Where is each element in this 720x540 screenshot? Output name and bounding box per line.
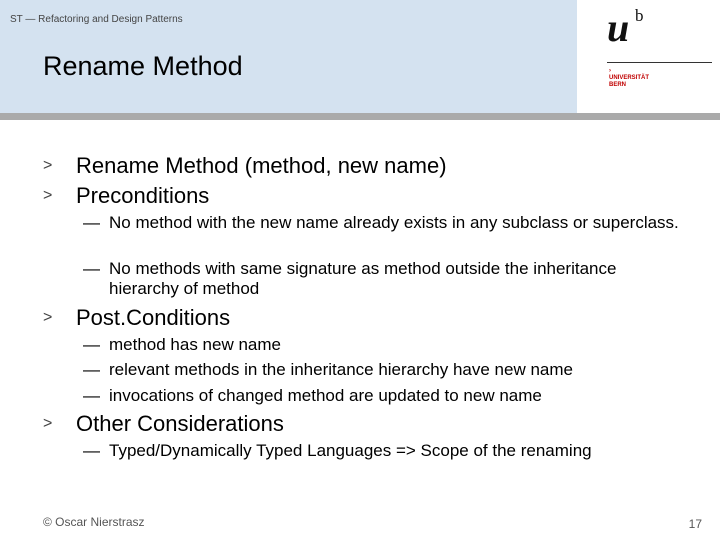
header-divider <box>0 113 720 120</box>
bullet-marker: > <box>43 309 53 326</box>
bullet-marker: > <box>43 415 53 432</box>
sub-bullet-text: Typed/Dynamically Typed Languages => Scope of the renaming <box>109 441 592 460</box>
sub-bullet-text: invocations of changed method are updated to new name <box>109 386 542 405</box>
bullet-text: Other Considerations <box>76 411 284 436</box>
bullet-marker: > <box>43 187 53 204</box>
logo-line-1: UNIVERSITÄT <box>609 75 650 81</box>
logo-area <box>577 0 720 113</box>
sub-bullet-text: method has new name <box>109 335 281 354</box>
logo-marker: › <box>609 68 611 74</box>
dash-marker: — <box>83 335 100 354</box>
dash-marker: — <box>83 360 100 379</box>
sub-bullet-text: relevant methods in the inheritance hierarchy have new name <box>109 360 573 379</box>
sub-bullet-text: No methods with same signature as method outside the inheritance hierarchy of method <box>109 259 617 298</box>
sub-bullet-text: No method with the new name already exists in any subclass or superclass. <box>109 213 679 232</box>
bullet-text: Preconditions <box>76 183 210 208</box>
logo-mark-b: b <box>635 6 644 25</box>
dash-marker: — <box>83 386 100 405</box>
dash-marker: — <box>83 441 100 460</box>
bullet-text: Rename Method (method, new name) <box>76 153 447 178</box>
bullet-marker: > <box>43 157 53 174</box>
dash-marker: — <box>83 213 100 232</box>
logo-rule <box>607 62 712 63</box>
course-title: ST — Refactoring and Design Patterns <box>10 14 183 25</box>
logo-line-2: BERN <box>609 82 627 88</box>
logo-mark-u: u <box>607 5 630 50</box>
footer-author: © Oscar Nierstrasz <box>43 515 145 529</box>
bullet-text: Post.Conditions <box>76 305 231 330</box>
dash-marker: — <box>83 259 100 278</box>
page-number: 17 <box>688 517 702 531</box>
logo-text <box>609 68 649 89</box>
slide-title: Rename Method <box>43 51 243 81</box>
